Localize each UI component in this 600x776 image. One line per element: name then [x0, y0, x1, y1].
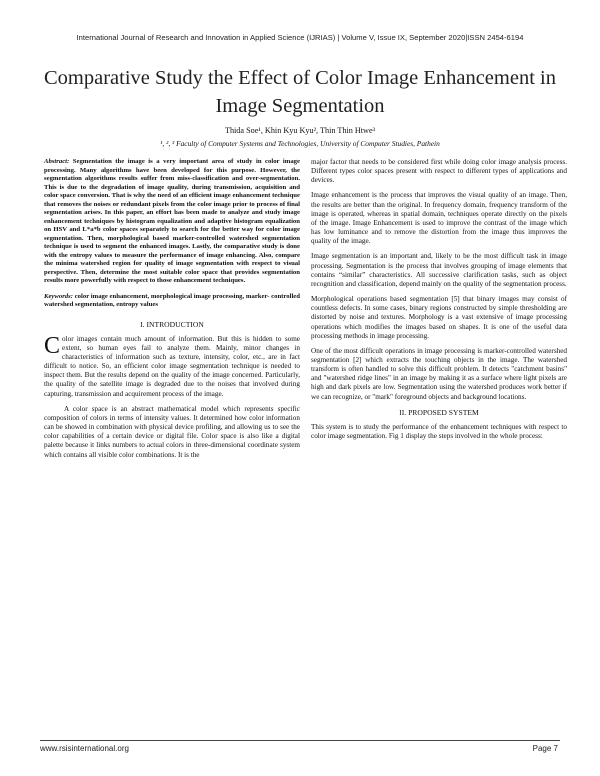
intro-paragraph-1-text: olor images contain much amount of information. But this is hidden to some extent, so human eyes fail to analyze them. Mainly, minor changes in characteristics of information such as texture, intensity, color, etc., are in fact difficult to notice. So, an efficient color image segmentation technique is needed to inspect them. But the results depend on the quality of the image concerned. Particularly, the quality of the satellite image is degraded due to the noises that involved during capturing, transmission and acquirement process of the image. [44, 334, 300, 398]
journal-header: International Journal of Research and Innovation in Applied Science (IJRIAS) | Volume V, Issue IX, September 2020|ISSN 2454-6194 [76, 33, 524, 42]
abstract-text: Segmentation the image is a very important area of study in color image processing. Many algorithms have been developed for this purpose. However, the segmentation algorithms results suffer from miss-classification and over-segmentation. This is due to the degradation of image quality, during transmission, acquisition and color space conversion. That is why the need of an efficient image enhancement technique that removes the noises or redundant pixels from the color image prior to process of final segmentation arises. In this paper, an effort has been made to analyze and study image enhancement techniques by histogram equalization and adaptive histogram equalization on HSV and L*a*b color spaces separately to search for the better way for color image segmentation. Then, morphological based marker-controlled watershed segmentation technique is used to segment the enhanced images. Lastly, the comparative study is done with the entropy values to measure the performance of image enhancing. Also, compare the minima watershed region for quality of image segmentation with respect to visual perspective. Then, determine the most suitable color space that provides segmentation results more powerfully with respect to those enhancement techniques. [44, 158, 300, 284]
right-paragraph-3: Image segmentation is an important and, likely to be the most difficult task in image processing. Segmentation is the process that involves grouping of image elements that contains “similar” characteristics. All successive clarification tasks, such as object recognition and classification, depend mainly on the quality of the segmentation process. [311, 252, 567, 288]
keywords-text: color image enhancement, morphological image processing, marker- controlled watershed segmentation, entropy values [44, 292, 300, 308]
right-paragraph-1: major factor that needs to be considered first while doing color image analysis process. Different types color spaces present with respect to different types of applications and devices. [311, 158, 567, 185]
page-number: Page 7 [532, 744, 558, 753]
keywords-label: Keywords: [44, 292, 73, 300]
abstract-label: Abstract: [44, 158, 70, 165]
intro-paragraph-1 [44, 332, 300, 399]
section-heading-proposed-system: II. PROPOSED SYSTEM [399, 407, 479, 417]
section-heading-introduction: I. INTRODUCTION [140, 319, 204, 329]
right-paragraph-5: One of the most difficult operations in image processing is marker-controlled watershed segmentation [2] which extracts the touching objects in the image. The watershed transform is often handled to solve this difficult problem. It detects "catchment basins" and "watershed ridge lines" in an image by making it as a surface where light pixels are high and dark pixels are low. Segmentation using the watershed produces work better if we can recognize, or "mark" foreground objects and background locations. [311, 346, 567, 401]
paper-title: Comparative Study the Effect of Color Image Enhancement in Image Segmentation [44, 67, 556, 117]
right-paragraph-4: Morphological operations based segmentation [5] that binary images may consist of countless defects. In some cases, binary regions constructed by simple thresholding are distorted by noise and textures. Morphology is a vast extensive of image processing operations which modifies the images based on shapes. It is one of the useful data processing methods in image processing. [311, 295, 567, 340]
right-paragraph-2: Image enhancement is the process that improves the visual quality of an image. Then, the results are better than the original. In frequency domain, frequency transform of the image is operated, whereas in spatial domain, techniques operate directly on the pixels of the image. Image Enhancement is used to improve the contrast of the image which has low luminance and to remove the distortion from the image thus improves the quality of the image. [311, 191, 567, 246]
abstract [44, 158, 300, 286]
intro-paragraph-2: A color space is an abstract mathematical model which represents specific composition of colors in terms of intensity values. It determined how color information can be showed in combination with physical device profiling, and allowing us to see the color capabilities of a certain device or digital file. Color space is also like a digital palette because it links numbers to actual colors in three-dimensional coordinate system which contains all visible color combinations. It is the [44, 404, 300, 459]
right-paragraph-6: This system is to study the performance of the enhancement techniques with respect to color image segmentation. Fig 1 display the steps involved in the whole process: [311, 422, 567, 441]
left-column [44, 158, 300, 466]
authors: Thida Soe¹, Khin Kyu Kyu², Thin Thin Htwe³ [224, 126, 376, 135]
keywords [44, 293, 300, 310]
drop-cap: C [44, 332, 61, 359]
footer-divider [40, 740, 560, 741]
footer-url: www.rsisinternational.org [40, 744, 129, 753]
affiliation: ¹, ², ³ Faculty of Computer Systems and Technologies, University of Computer Studies, Pathein [160, 139, 440, 148]
right-column [311, 158, 567, 447]
